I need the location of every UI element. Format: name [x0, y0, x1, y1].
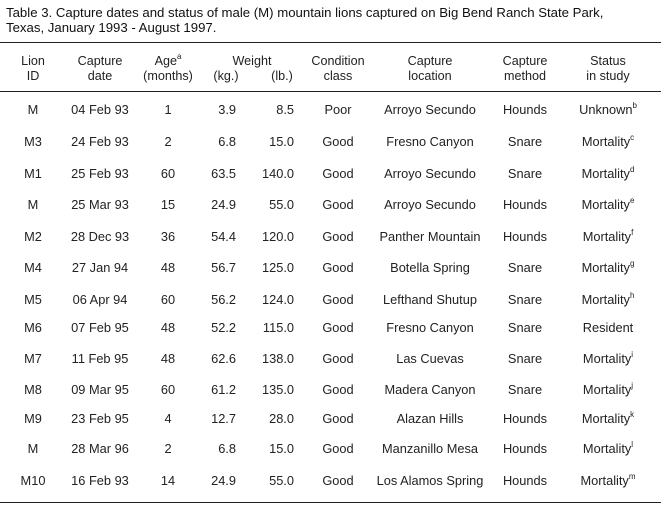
- cell-status: [563, 473, 653, 488]
- header-rule: [0, 91, 661, 92]
- status-text: Mortality: [580, 473, 629, 488]
- cell-condition: Good: [322, 260, 354, 275]
- cell-weight-lb: 135.0: [261, 382, 294, 397]
- table-row: [0, 441, 661, 459]
- cell-location: Alazan Hills: [396, 411, 464, 426]
- cell-weight-kg: 6.8: [218, 441, 236, 456]
- cell-lion-id: M: [27, 441, 39, 456]
- cell-condition: Good: [322, 441, 354, 456]
- cell-lion-id: M9: [24, 411, 42, 426]
- cell-age: 2: [164, 134, 172, 149]
- cell-method: Snare: [507, 292, 543, 307]
- status-text: Unknown: [579, 102, 633, 117]
- table-row: [0, 229, 661, 247]
- status-text: Mortality: [582, 229, 632, 244]
- cell-age: 48: [160, 260, 176, 275]
- status-text: Mortality: [581, 134, 631, 149]
- header-capture-date: Capture date: [77, 54, 123, 83]
- status-text: Mortality: [581, 166, 630, 181]
- cell-weight-lb: 15.0: [269, 134, 294, 149]
- table-row: [0, 292, 661, 310]
- status-text: Mortality: [582, 382, 632, 397]
- cell-weight-kg: 3.9: [218, 102, 236, 117]
- cell-lion-id: M: [27, 102, 39, 117]
- bottom-rule: [0, 502, 661, 503]
- cell-age: 36: [160, 229, 176, 244]
- cell-status: [563, 134, 653, 149]
- cell-capture-date: 09 Mar 95: [71, 382, 129, 397]
- cell-condition: Good: [322, 292, 354, 307]
- cell-condition: Good: [322, 473, 354, 488]
- cell-weight-kg: 61.2: [211, 382, 236, 397]
- cell-age: 60: [160, 292, 176, 307]
- cell-age: 60: [160, 166, 176, 181]
- footnote-marker: b: [632, 100, 637, 110]
- cell-weight-lb: 28.0: [269, 411, 294, 426]
- footnote-marker: a: [176, 51, 182, 61]
- cell-weight-lb: 55.0: [269, 473, 294, 488]
- cell-weight-lb: 15.0: [269, 441, 294, 456]
- footnote-marker: g: [629, 258, 635, 268]
- cell-status: [563, 441, 653, 456]
- cell-weight-lb: 125.0: [261, 260, 294, 275]
- cell-condition: Good: [322, 351, 354, 366]
- cell-condition: Good: [322, 382, 354, 397]
- cell-lion-id: M4: [24, 260, 42, 275]
- cell-lion-id: M8: [24, 382, 42, 397]
- status-text: Mortality: [581, 260, 630, 275]
- cell-method: Snare: [507, 260, 543, 275]
- cell-weight-lb: 8.5: [276, 102, 294, 117]
- cell-weight-lb: 120.0: [261, 229, 294, 244]
- cell-location: Arroyo Secundo: [384, 166, 476, 181]
- footnote-marker: d: [629, 164, 635, 174]
- cell-lion-id: M: [27, 197, 39, 212]
- cell-weight-lb: 138.0: [261, 351, 294, 366]
- status-text: Mortality: [581, 292, 630, 307]
- cell-lion-id: M6: [24, 320, 42, 335]
- cell-location: Fresno Canyon: [386, 320, 474, 335]
- cell-method: Snare: [507, 320, 543, 335]
- status-text: Mortality: [582, 441, 632, 456]
- cell-location: Las Cuevas: [396, 351, 464, 366]
- cell-lion-id: M1: [24, 166, 42, 181]
- table-row: [0, 166, 661, 184]
- cell-weight-lb: 140.0: [261, 166, 294, 181]
- cell-status: [563, 166, 653, 181]
- cell-location: Panther Mountain: [379, 229, 481, 244]
- status-text: Mortality: [581, 197, 630, 212]
- cell-status: [563, 292, 653, 307]
- cell-capture-date: 23 Feb 95: [71, 411, 129, 426]
- cell-capture-date: 28 Mar 96: [71, 441, 129, 456]
- cell-location: Los Alamos Spring: [376, 473, 484, 488]
- cell-status: [563, 197, 653, 212]
- cell-weight-lb: 55.0: [269, 197, 294, 212]
- cell-weight-kg: 62.6: [211, 351, 236, 366]
- cell-status: [563, 102, 653, 117]
- cell-age: 48: [160, 320, 176, 335]
- cell-method: Hounds: [502, 411, 548, 426]
- footnote-marker: h: [629, 290, 635, 300]
- table-row: [0, 382, 661, 400]
- cell-status: [563, 260, 653, 275]
- cell-status: [563, 411, 653, 426]
- cell-location: Lefthand Shutup: [383, 292, 477, 307]
- caption-line-1: Table 3. Capture dates and status of male (M) mountain lions captured on Big Bend Ranch State Park,: [6, 5, 604, 20]
- caption-line-2: Texas, January 1993 - August 1997.: [6, 20, 217, 35]
- cell-lion-id: M7: [24, 351, 42, 366]
- cell-weight-kg: 56.7: [211, 260, 236, 275]
- cell-method: Hounds: [502, 229, 548, 244]
- cell-age: 60: [160, 382, 176, 397]
- cell-lion-id: M5: [24, 292, 42, 307]
- cell-weight-kg: 56.2: [211, 292, 236, 307]
- footnote-marker: k: [630, 409, 635, 419]
- header-lion-id: Lion ID: [21, 54, 45, 83]
- cell-weight-kg: 24.9: [211, 473, 236, 488]
- top-rule: [0, 42, 661, 43]
- cell-method: Snare: [507, 134, 543, 149]
- cell-condition: Good: [322, 229, 354, 244]
- cell-method: Snare: [507, 351, 543, 366]
- table-row: [0, 411, 661, 429]
- cell-lion-id: M10: [20, 473, 46, 488]
- status-text: Mortality: [582, 351, 632, 366]
- table-row: [0, 197, 661, 215]
- footnote-marker: i: [631, 349, 634, 359]
- cell-location: Arroyo Secundo: [384, 102, 476, 117]
- cell-method: Hounds: [502, 197, 548, 212]
- cell-weight-kg: 6.8: [218, 134, 236, 149]
- cell-capture-date: 28 Dec 93: [70, 229, 130, 244]
- cell-age: 48: [160, 351, 176, 366]
- cell-condition: Good: [322, 411, 354, 426]
- cell-status: [563, 351, 653, 366]
- cell-status: [563, 320, 653, 335]
- cell-method: Snare: [507, 166, 543, 181]
- status-text: Resident: [582, 320, 634, 335]
- table-row: [0, 260, 661, 278]
- cell-capture-date: 06 Apr 94: [72, 292, 128, 307]
- header-weight-kg: (kg.): [213, 69, 239, 83]
- cell-weight-kg: 52.2: [211, 320, 236, 335]
- cell-status: [563, 382, 653, 397]
- footnote-marker: l: [631, 439, 634, 449]
- footnote-marker: m: [628, 471, 636, 481]
- cell-age: 15: [160, 197, 176, 212]
- cell-location: Manzanillo Mesa: [381, 441, 479, 456]
- cell-capture-date: 16 Feb 93: [71, 473, 129, 488]
- cell-capture-date: 07 Feb 95: [71, 320, 129, 335]
- footnote-marker: c: [630, 132, 635, 142]
- cell-status: [563, 229, 653, 244]
- table-caption: [6, 5, 656, 35]
- cell-weight-kg: 24.9: [211, 197, 236, 212]
- cell-weight-kg: 12.7: [211, 411, 236, 426]
- cell-age: 4: [164, 411, 172, 426]
- header-capture-method: Capture method: [502, 54, 548, 83]
- cell-lion-id: M3: [24, 134, 42, 149]
- header-status: Status in study: [586, 54, 630, 83]
- cell-capture-date: 11 Feb 95: [71, 351, 129, 366]
- table-row: [0, 351, 661, 369]
- table-row: [0, 320, 661, 338]
- table-row: [0, 473, 661, 491]
- footnote-marker: j: [631, 380, 634, 390]
- cell-condition: Good: [322, 134, 354, 149]
- header-weight: Weight: [232, 54, 272, 68]
- cell-weight-kg: 63.5: [211, 166, 236, 181]
- status-text: Mortality: [581, 411, 631, 426]
- cell-location: Madera Canyon: [384, 382, 476, 397]
- cell-age: 2: [164, 441, 172, 456]
- cell-location: Fresno Canyon: [386, 134, 474, 149]
- cell-weight-lb: 124.0: [261, 292, 294, 307]
- cell-location: Botella Spring: [390, 260, 470, 275]
- cell-capture-date: 24 Feb 93: [71, 134, 129, 149]
- cell-condition: Poor: [324, 102, 352, 117]
- cell-condition: Good: [322, 197, 354, 212]
- cell-capture-date: 25 Feb 93: [71, 166, 129, 181]
- header-weight-lb: (lb.): [271, 69, 293, 83]
- cell-condition: Good: [322, 166, 354, 181]
- cell-method: Snare: [507, 382, 543, 397]
- cell-capture-date: 27 Jan 94: [71, 260, 129, 275]
- cell-weight-lb: 115.0: [262, 320, 294, 335]
- cell-capture-date: 04 Feb 93: [71, 102, 129, 117]
- cell-method: Hounds: [502, 441, 548, 456]
- cell-method: Hounds: [502, 473, 548, 488]
- cell-weight-kg: 54.4: [211, 229, 236, 244]
- table-row: [0, 134, 661, 152]
- footnote-marker: f: [631, 227, 634, 237]
- cell-lion-id: M2: [24, 229, 42, 244]
- cell-location: Arroyo Secundo: [384, 197, 476, 212]
- cell-capture-date: 25 Mar 93: [71, 197, 129, 212]
- header-condition-class: Condition class: [311, 54, 365, 83]
- table-row: [0, 102, 661, 120]
- cell-condition: Good: [322, 320, 354, 335]
- footnote-marker: e: [629, 195, 635, 205]
- cell-method: Hounds: [502, 102, 548, 117]
- cell-age: 14: [160, 473, 176, 488]
- header-age: Age$^a$ (months): [143, 51, 193, 83]
- cell-age: 1: [164, 102, 172, 117]
- header-capture-location: Capture location: [407, 54, 453, 83]
